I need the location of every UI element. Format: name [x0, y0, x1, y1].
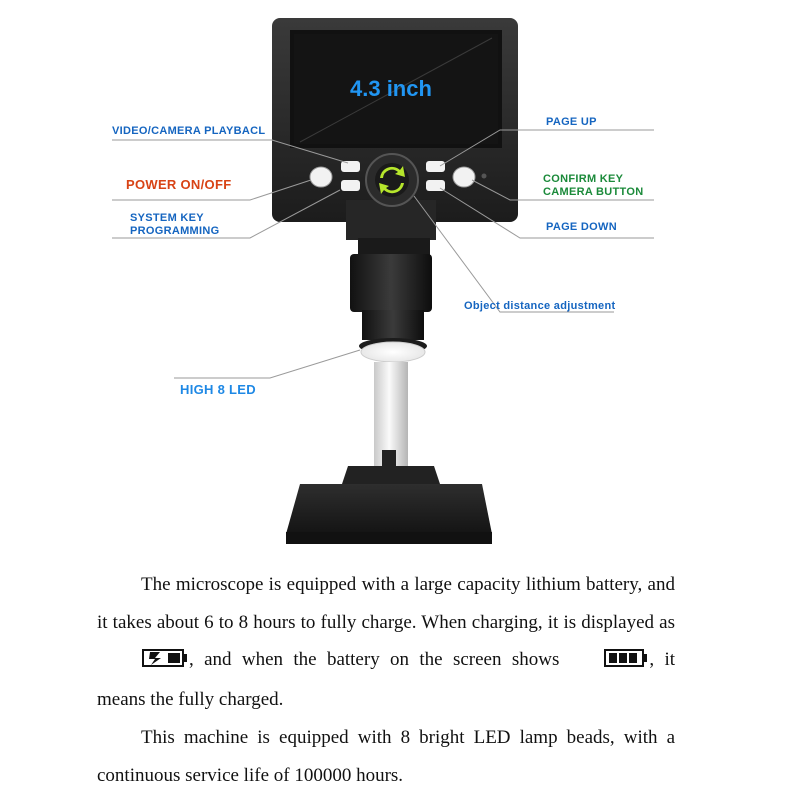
- battery-full-icon: [560, 643, 648, 681]
- battery-text-1: The microscope is equipped with a large capacity lithium battery, and it takes about 6 to 8 hours to fully charge. When charging, it is displayed as: [97, 574, 675, 633]
- playback-button: [341, 161, 360, 172]
- screen-size-label: 4.3 inch: [350, 76, 432, 101]
- object-distance-label: Object distance adjustment: [464, 300, 616, 312]
- power-label: POWER ON/OFF: [126, 177, 232, 192]
- system-key-label-1: SYSTEM KEY: [130, 212, 204, 224]
- confirm-key-label-1: CONFIRM KEY: [543, 173, 624, 185]
- battery-charging-icon: [98, 643, 188, 681]
- system-key-button: [341, 180, 360, 191]
- page-up-label: PAGE UP: [546, 116, 597, 128]
- paragraph-led: This machine is equipped with 8 bright LED lamp beads, with a continuous service life of 100000 hours.: [97, 726, 675, 786]
- led-label: HIGH 8 LED: [180, 382, 256, 397]
- system-key-label-2: PROGRAMMING: [130, 225, 220, 237]
- page-down-label: PAGE DOWN: [546, 221, 617, 233]
- video-playback-label: VIDEO/CAMERA PLAYBACL: [112, 125, 266, 137]
- battery-text-2: , and when the battery on the screen shows: [189, 649, 560, 671]
- confirm-key-label-2: CAMERA BUTTON: [543, 186, 644, 198]
- stand-base: [286, 466, 492, 544]
- power-button: [310, 167, 332, 187]
- stand-pole: [374, 362, 408, 472]
- confirm-button: [453, 167, 475, 187]
- page-up-button: [426, 161, 445, 172]
- lens-barrel: [350, 238, 432, 362]
- description-text: [97, 566, 675, 794]
- paragraph-battery: [97, 566, 675, 719]
- led-ring: [361, 342, 425, 362]
- battery-text-3: , it means the fully charged.: [97, 649, 676, 711]
